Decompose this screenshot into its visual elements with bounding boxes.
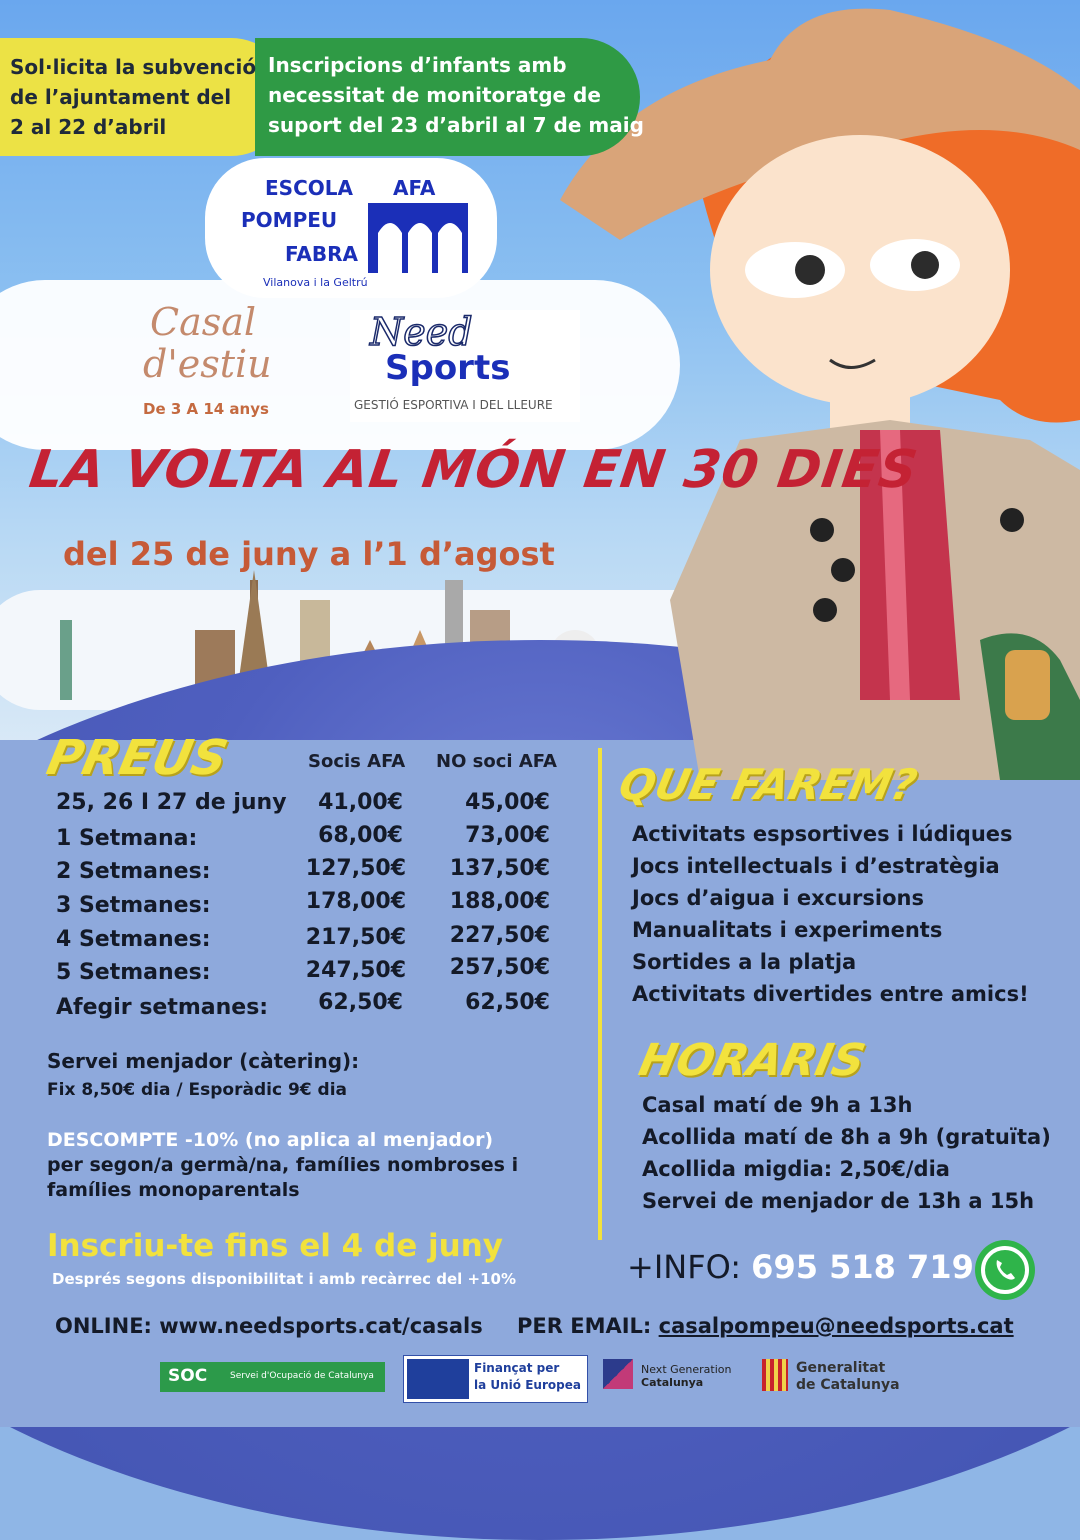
- generalitat-shield-icon: [762, 1359, 788, 1391]
- casal-logo-ages: De 3 A 14 anys: [143, 400, 269, 418]
- price-no-socis: 137,50€: [449, 856, 550, 881]
- dates-subtitle: del 25 de juny a l’1 d’agost: [63, 535, 555, 573]
- need-sports-logo: [350, 310, 580, 422]
- col-socis-header: Socis AFA: [308, 751, 406, 772]
- price-row-label: 5 Setmanes:: [56, 960, 211, 985]
- online-label: ONLINE:: [55, 1314, 152, 1338]
- school-logo-line2: POMPEU: [241, 208, 338, 232]
- price-row-label: 4 Setmanes:: [56, 927, 211, 952]
- next-generation-logo: [603, 1357, 743, 1397]
- soc-logo: [160, 1362, 385, 1392]
- activity-item: Activitats espsortives i lúdiques: [632, 822, 1013, 846]
- whatsapp-icon[interactable]: [973, 1238, 1037, 1302]
- need-logo-tagline: GESTIÓ ESPORTIVA I DEL LLEURE: [354, 398, 553, 412]
- prices-heading: PREUS: [42, 730, 233, 786]
- catering-price: Fix 8,50€ dia / Esporàdic 9€ dia: [47, 1080, 347, 1100]
- price-row-label: Afegir setmanes:: [56, 995, 269, 1020]
- price-no-socis: 62,50€: [465, 990, 550, 1015]
- school-logo-line3: FABRA: [285, 242, 358, 266]
- ng-line1: Next Generation: [641, 1363, 732, 1376]
- column-divider: [598, 748, 602, 1240]
- email-label: PER EMAIL:: [517, 1314, 652, 1338]
- price-no-socis: 73,00€: [465, 823, 550, 848]
- price-row-label: 25, 26 I 27 de juny: [56, 790, 287, 815]
- school-logo-afa: AFA: [393, 176, 436, 200]
- late-registration-note: Després segons disponibilitat i amb recàrrec del +10%: [52, 1270, 516, 1288]
- ng-line2: Catalunya: [641, 1376, 704, 1389]
- activity-item: Manualitats i experiments: [632, 918, 943, 942]
- price-socis: 178,00€: [305, 889, 406, 914]
- price-no-socis: 188,00€: [449, 889, 550, 914]
- email-contact: [517, 1314, 1014, 1338]
- casal-logo-line2: d'estiu: [143, 342, 272, 386]
- eu-line1: Finançat per: [474, 1361, 560, 1375]
- price-socis: 247,50€: [305, 958, 406, 983]
- price-socis: 41,00€: [318, 790, 403, 815]
- discount-title: DESCOMPTE -10% (no aplica al menjador): [47, 1129, 494, 1151]
- col-no-socis-header: NO soci AFA: [436, 751, 557, 772]
- need-logo-sports: Sports: [385, 348, 511, 388]
- info-contact: [627, 1248, 974, 1286]
- eu-flag-icon: [407, 1359, 469, 1399]
- activity-item: Jocs d’aigua i excursions: [632, 886, 924, 910]
- gen-line1: Generalitat: [796, 1360, 886, 1376]
- need-logo-need: Need: [370, 310, 473, 354]
- info-label: +INFO:: [627, 1248, 741, 1286]
- activity-item: Sortides a la platja: [632, 950, 857, 974]
- price-socis: 127,50€: [305, 856, 406, 881]
- casal-estiu-logo: [105, 300, 305, 425]
- phone-number[interactable]: 695 518 719: [751, 1248, 974, 1286]
- online-url-link[interactable]: www.needsports.cat/casals: [159, 1314, 483, 1338]
- school-logo: [205, 158, 497, 298]
- price-socis: 217,50€: [305, 925, 406, 950]
- email-link[interactable]: casalpompeu@needsports.cat: [658, 1314, 1014, 1338]
- price-socis: 62,50€: [318, 990, 403, 1015]
- schedule-heading: HORARIS: [634, 1035, 870, 1086]
- price-no-socis: 227,50€: [449, 923, 550, 948]
- schedule-item: Acollida matí de 8h a 9h (gratuïta): [642, 1125, 1051, 1149]
- discount-line2: per segon/a germà/na, famílies nombroses i: [47, 1154, 519, 1176]
- registration-text: Inscripcions d’infants amb necessitat de monitoratge de suport del 23 d’abril al 7 de maig: [268, 53, 644, 137]
- gen-line2: de Catalunya: [796, 1377, 900, 1393]
- eu-line2: la Unió Europea: [474, 1378, 581, 1392]
- school-logo-town: Vilanova i la Geltrú: [263, 276, 368, 289]
- price-row-label: 2 Setmanes:: [56, 859, 211, 884]
- main-title: LA VOLTA AL MÓN EN 30 DIES: [25, 440, 922, 500]
- online-registration: [55, 1314, 483, 1338]
- schedule-item: Casal matí de 9h a 13h: [642, 1093, 913, 1117]
- next-generation-icon: [603, 1359, 633, 1389]
- price-no-socis: 45,00€: [465, 790, 550, 815]
- activities-heading: QUE FAREM?: [614, 760, 922, 809]
- activity-item: Jocs intellectuals i d’estratègia: [632, 854, 1000, 878]
- schedule-item: Acollida migdia: 2,50€/dia: [642, 1157, 950, 1181]
- school-logo-line1: ESCOLA: [265, 176, 353, 200]
- soc-logo-full: Servei d'Ocupació de Catalunya: [230, 1371, 374, 1381]
- schedule-item: Servei de menjador de 13h a 15h: [642, 1189, 1035, 1213]
- activity-item: Activitats divertides entre amics!: [632, 982, 1029, 1006]
- soc-logo-text: SOC: [168, 1366, 208, 1386]
- registration-deadline: Inscriu-te fins el 4 de juny: [47, 1228, 503, 1264]
- generalitat-logo: [760, 1357, 910, 1397]
- price-row-label: 3 Setmanes:: [56, 893, 211, 918]
- price-row-label: 1 Setmana:: [56, 826, 198, 851]
- catering-title: Servei menjador (càtering):: [47, 1049, 360, 1073]
- eu-funding-logo: [403, 1355, 588, 1403]
- price-no-socis: 257,50€: [449, 955, 550, 980]
- discount-line3: famílies monoparentals: [47, 1179, 300, 1201]
- price-socis: 68,00€: [318, 823, 403, 848]
- arches-icon: [363, 198, 473, 278]
- subsidy-text: Sol·licita la subvenció de l’ajuntament del 2 al 22 d’abril: [10, 55, 257, 139]
- casal-logo-line1: Casal: [150, 300, 257, 344]
